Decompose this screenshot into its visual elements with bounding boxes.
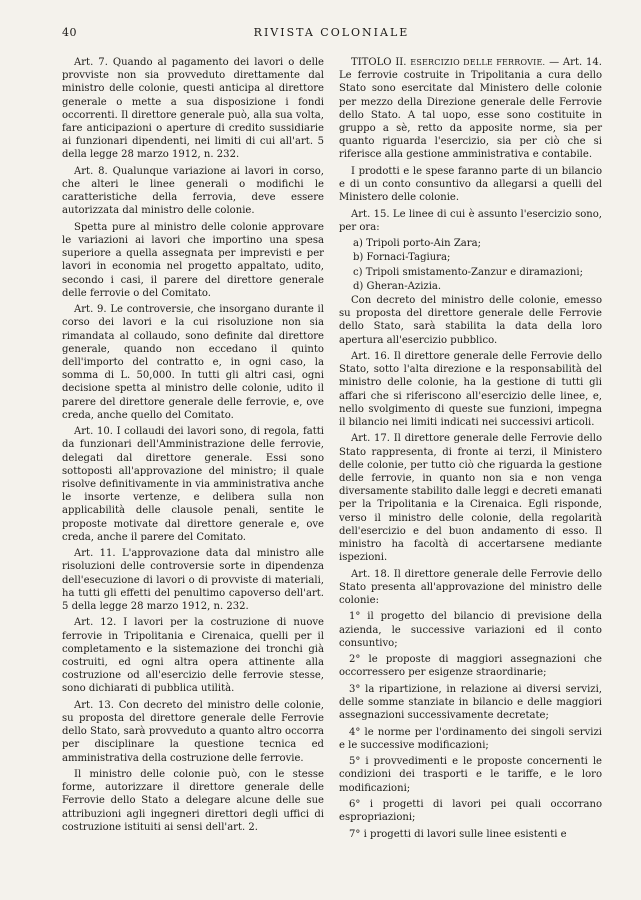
list-item-5: 5° i provvedimenti e le proposte concernenti le condizioni dei trasporti e le tariffe, e le loro modificazioni;: [339, 756, 602, 794]
list-item-3: 3° la ripartizione, in relazione ai diversi servizi, delle somme stanziate in bilancio e delle maggiori assegnazioni successivamente decretate;: [339, 683, 602, 722]
left-column: [62, 56, 324, 837]
title-ii-subject: ESERCIZIO DELLE FERROVIE.: [410, 58, 546, 67]
paragraph-art-16: Art. 16. Il direttore generale delle Ferrovie dello Stato, sotto l'alta direzione e la responsabilità del ministro delle colonie, ha la gestione di tutti gli affari che si riferiscono all'esercizio delle linee, e, nello svolgimento di queste sue funzioni, impegna il bilancio nei limiti indicati nei successivi articoli.: [339, 351, 602, 429]
list-item-7: 7° i progetti di lavori sulle linee esistenti e: [349, 828, 567, 840]
paragraph-art-9: Art. 9. Le controversie, che insorgano durante il corso dei lavori e la cui risoluzione non sia rimandata al collaudo, sono definite dal direttore generale, quando non eccedano il quinto dell'importo del contratto e, in ogni caso, la somma di L. 50,000. In tutti gli altri casi, ogni decisione spetta al ministro delle colonie, udito il parere del direttore generale delle ferrovie, e, ove creda, anche quello del Comitato.: [62, 304, 324, 421]
paragraph-art-8: Art. 8. Qualunque variazione ai lavori in corso, che alteri le linee generali o modifichi le caratteristiche della ferrovia, deve essere autorizzata dal ministro delle colonie.: [62, 165, 324, 217]
paragraph-art-12: Art. 12. I lavori per la costruzione di nuove ferrovie in Tripolitania e Cirenaica, quelli per il completamento e la sistemazione dei tronchi già costruiti, ed ogni altra opera attinente alla costruzione od all'esercizio delle ferrovie stesse, sono dichiarati di pubblica utilità.: [62, 617, 324, 695]
list-item-6: 6° i progetti di lavori pei quali occorrano espropriazioni;: [339, 799, 602, 824]
paragraph-variazioni: Spetta pure al ministro delle colonie approvare le variazioni ai lavori che importino una spesa superiore a quella assegnata per imprevisti e per lavori in economia nel progetto appaltato, udito, secondo i casi, il parere del direttore generale delle ferrovie o del Comitato.: [62, 221, 324, 299]
list-item-2: 2° le proposte di maggiori assegnazioni che occorressero per esigenze straordinarie;: [339, 654, 602, 679]
title-ii-heading: TITOLO II.: [351, 57, 407, 68]
line-item-a: a) Tripoli porto-Ain Zara;: [353, 238, 481, 250]
paragraph-art-11: Art. 11. L'approvazione data dal ministro alle risoluzioni delle controversie sorte in dipendenza dell'esecuzione di lavori o di provviste di materiali, ha tutti gli effetti del penultimo capoverso dell'art. 5 della legge 28 marzo 1912, n. 232.: [62, 548, 324, 613]
paragraph-art-18: Art. 18. Il direttore generale delle Ferrovie dello Stato presenta all'approvazione del ministro delle colonie:: [339, 568, 602, 607]
paragraph-art-13: Art. 13. Con decreto del ministro delle colonie, su proposta del direttore generale delle Ferrovie dello Stato, sarà provveduto a quanto altro occorra per disciplinare la questione tecnica ed amministrativa della costruzione delle ferrovie.: [62, 699, 324, 764]
paragraph-art-15: Art. 15. Le linee di cui è assunto l'esercizio sono, per ora:: [339, 208, 602, 233]
page-number: 40: [62, 26, 77, 39]
paragraph-art-17: Art. 17. Il direttore generale delle Ferrovie dello Stato rappresenta, di fronte ai terzi, il Ministero delle colonie, per tutto ciò che riguarda la gestione delle ferrovie, in quanto non sia e non venga diversamente stabilito dalle leggi e decreti emanati per la Tripolitania e la Cirenaica. Egli risponde, verso il ministro delle colonie, della regolarità dell'esercizio e del buon andamento di esso. Il ministro ha facoltà di accertarsene mediante ispezioni.: [339, 433, 602, 564]
paragraph-delega: Il ministro delle colonie può, con le stesse forme, autorizzare il direttore generale delle Ferrovie dello Stato a delegare alcune delle sue attribuzioni agli ingegneri direttori degli uffici di costruzione istituiti ai sensi dell'art. 2.: [62, 769, 324, 833]
line-item-c: c) Tripoli smistamento-Zanzur e diramazioni;: [353, 266, 583, 278]
paragraph-decreto: Con decreto del ministro delle colonie, emesso su proposta del direttore generale delle Ferrovie dello Stato, sarà stabilita la data della loro apertura all'esercizio pubblico.: [339, 295, 602, 346]
art-14-label: — Art. 14.: [549, 57, 602, 68]
list-item-1: 1° il progetto del bilancio di previsione della azienda, le successive variazioni ed il conto consuntivo;: [339, 611, 602, 649]
art-14-body: Le ferrovie costruite in Tripolitania a cura dello Stato sono esercitate dal Ministero delle colonie per mezzo della Direzione generale delle Ferrovie dello Stato. A tal uopo, esse sono costituite in gruppo a sè, retto da apposite norme, sia per quanto riguarda l'esercizio, sia per ciò che si riferisce alla gestione amministrativa e contabile.: [339, 70, 602, 161]
line-item-d: d) Gheran-Azizia.: [353, 280, 442, 292]
page-header: [62, 26, 601, 44]
paragraph-art-7: Art. 7. Quando al pagamento dei lavori o delle provviste non sia provveduto direttamente dal ministro delle colonie, questi anticipa al direttore generale o mette a sua disposizione i fondi occorrenti. Il direttore generale può, alla sua volta, fare anticipazioni o aperture di credito sussidiarie ai funzionari dipendenti, nei limiti di cui all'art. 5 della legge 28 marzo 1912, n. 232.: [62, 57, 324, 161]
running-title: RIVISTA COLONIALE: [253, 26, 410, 39]
right-column: [339, 56, 602, 844]
list-item-4: 4° le norme per l'ordinamento dei singoli servizi e le successive modificazioni;: [339, 726, 602, 751]
paragraph-art-10: Art. 10. I collaudi dei lavori sono, di regola, fatti da funzionari dell'Amministrazione delle ferrovie, delegati dal direttore generale. Essi sono sottoposti all'approvazione del ministro; il quale risolve definitivamente in via amministrativa anche le insorte vertenze, e delibera sulla non applicabilità delle clausole penali, sentite le proposte motivate dal direttore generale e, ove creda, anche il parere del Comitato.: [62, 426, 324, 543]
line-item-b: b) Fornaci-Tagiura;: [353, 252, 451, 264]
title-ii-paragraph: [339, 56, 602, 162]
paragraph-bilancio: I prodotti e le spese faranno parte di un bilancio e di un conto consuntivo da allegarsi a quelli del Ministero delle colonie.: [339, 165, 602, 204]
